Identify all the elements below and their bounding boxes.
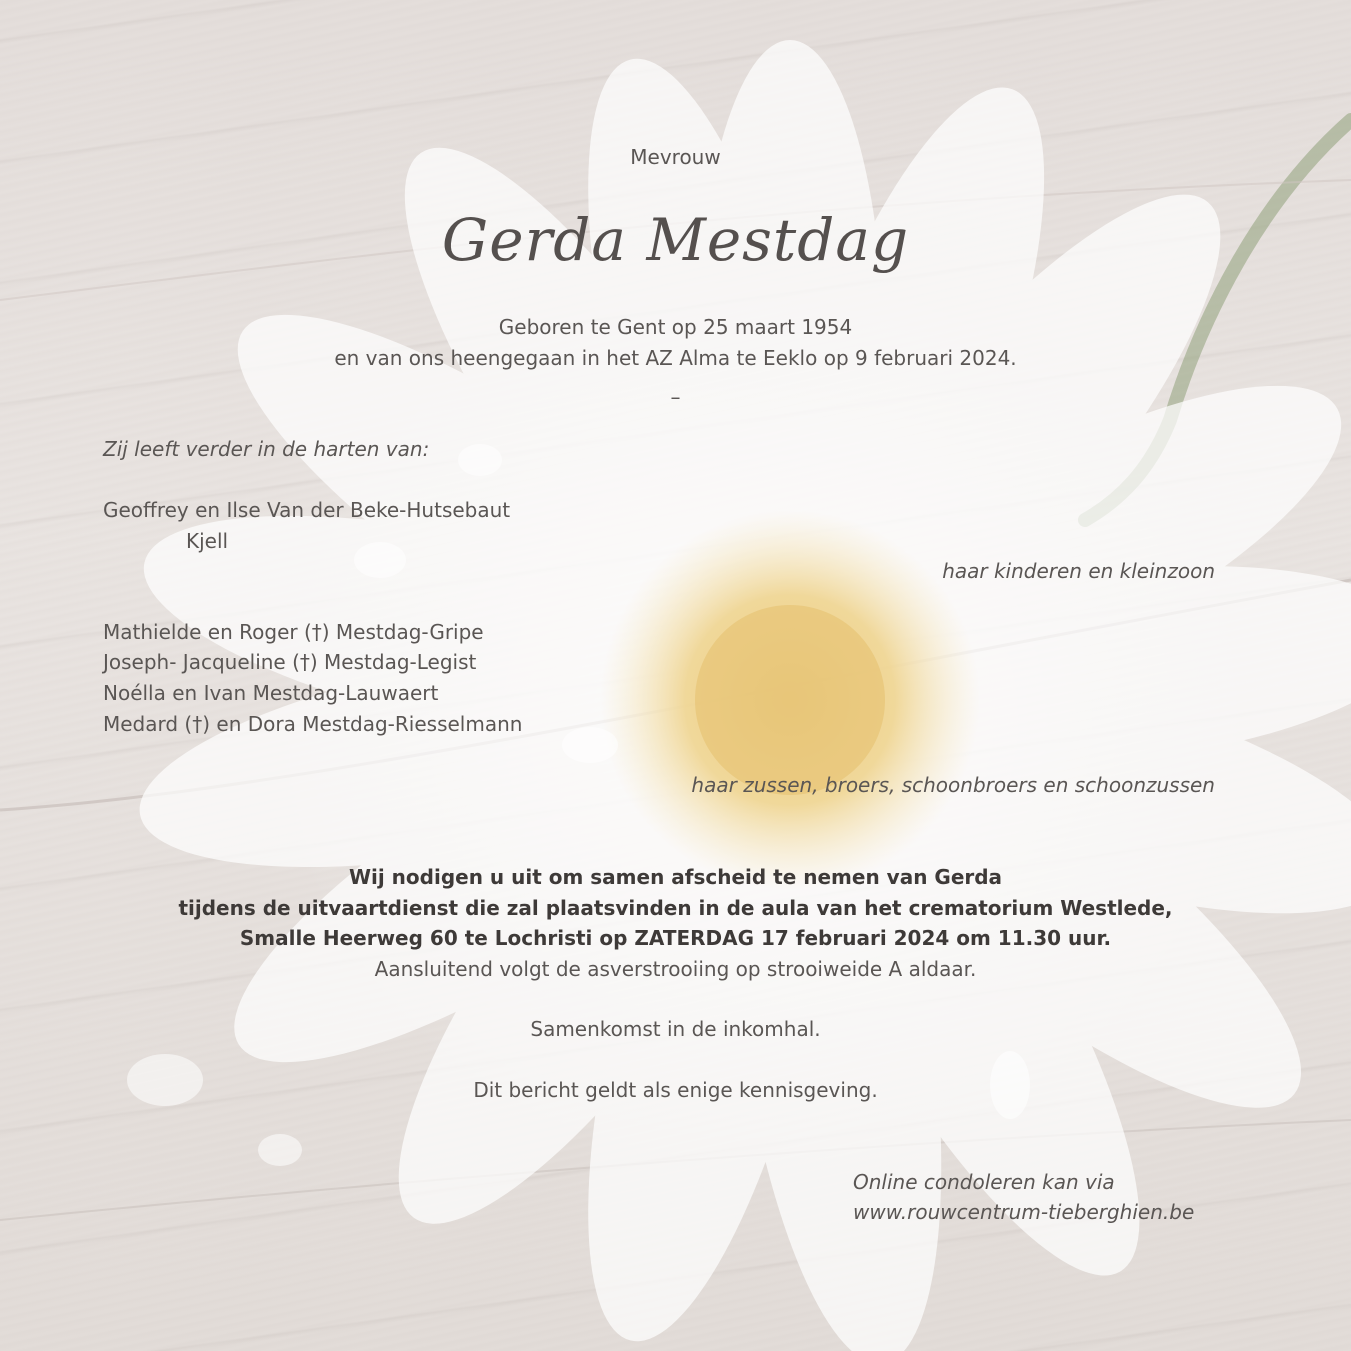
intro-line: Zij leeft verder in de harten van: xyxy=(103,437,430,461)
invitation-line: tijdens de uitvaartdienst die zal plaatsvinden in de aula van het crematorium Westlede, xyxy=(178,896,1173,920)
condolence-link[interactable]: www.rouwcentrum-tieberghien.be xyxy=(853,1200,1195,1224)
notice-line: Dit bericht geldt als enige kennisgeving. xyxy=(473,1078,878,1102)
grandchild-line: Kjell xyxy=(186,529,229,553)
invitation-followup: Aansluitend volgt de asverstrooiing op strooiweide A aldaar. xyxy=(374,957,977,981)
invitation-line: Smalle Heerweg 60 te Lochristi op ZATERDAG 17 februari 2024 om 11.30 uur. xyxy=(239,926,1112,950)
sibling-line: Mathielde en Roger (†) Mestdag-Gripe xyxy=(103,620,484,644)
invitation-line: Wij nodigen u uit om samen afscheid te nemen van Gerda xyxy=(348,865,1003,889)
divider: – xyxy=(670,385,681,409)
children-relation: haar kinderen en kleinzoon xyxy=(942,559,1215,583)
gathering-line: Samenkomst in de inkomhal. xyxy=(530,1017,821,1041)
sibling-line: Noélla en Ivan Mestdag-Lauwaert xyxy=(103,681,439,705)
deceased-name: Gerda Mestdag xyxy=(441,206,910,274)
birth-line: Geboren te Gent op 25 maart 1954 xyxy=(498,315,853,339)
siblings-relation: haar zussen, broers, schoonbroers en schoonzussen xyxy=(691,773,1215,797)
child-line: Geoffrey en Ilse Van der Beke-Hutsebaut xyxy=(103,498,511,522)
salutation: Mevrouw xyxy=(630,145,721,169)
death-line: en van ons heengegaan in het AZ Alma te Eeklo op 9 februari 2024. xyxy=(334,346,1017,370)
sibling-line: Joseph- Jacqueline (†) Mestdag-Legist xyxy=(103,650,477,674)
sibling-line: Medard (†) en Dora Mestdag-Riesselmann xyxy=(103,712,523,736)
condolence-line: Online condoleren kan via xyxy=(853,1170,1115,1194)
